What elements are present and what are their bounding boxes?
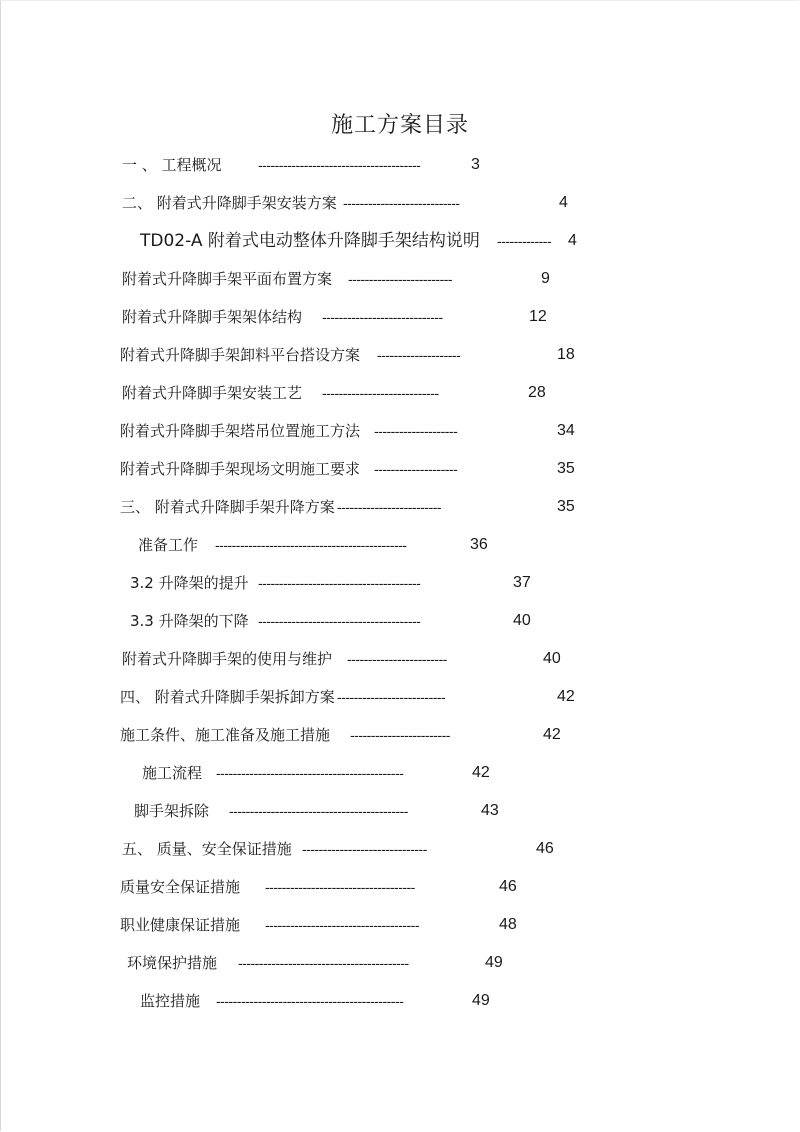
- toc-entry: [0, 759, 800, 787]
- toc-entry: [0, 379, 800, 407]
- toc-entry-page-number: 43: [481, 802, 499, 819]
- toc-entry-leader: -----------------------------: [322, 309, 443, 325]
- toc-entry-label: 准备工作: [138, 536, 199, 554]
- toc-entry-label: 3.3 升降架的下降: [130, 612, 249, 630]
- toc-entry: [0, 987, 800, 1015]
- toc-entry-label: 附着式升降脚手架安装工艺: [122, 384, 303, 402]
- toc-entry-leader: --------------------: [374, 461, 458, 477]
- toc-entry: [0, 417, 800, 445]
- toc-entry-label: 附着式升降脚手架塔吊位置施工方法: [120, 422, 361, 440]
- toc-entry-label: 附着式升降脚手架卸料平台搭设方案: [120, 346, 361, 364]
- toc-entry-leader: ---------------------------------------: [258, 157, 421, 173]
- toc-entry-leader: -------------------------------------: [265, 917, 419, 933]
- toc-entry-label: 附着式升降脚手架的使用与维护: [122, 650, 333, 668]
- toc-entry-label: 施工流程: [142, 764, 203, 782]
- toc-entry-page-number: 48: [499, 916, 517, 933]
- toc-entry-label: 监控措施: [140, 992, 201, 1010]
- toc-entry-leader: --------------------------: [337, 689, 446, 705]
- toc-entry-leader: ---------------------------------------------: [216, 993, 404, 1009]
- toc-entry-page-number: 42: [543, 726, 561, 743]
- toc-entry-leader: ------------------------------: [302, 841, 427, 857]
- toc-entry-page-number: 49: [485, 954, 503, 971]
- toc-entry: [0, 911, 800, 939]
- toc-entry-label: 五、 质量、安全保证措施: [122, 840, 292, 858]
- toc-entry-label: 环境保护措施: [127, 954, 218, 972]
- toc-entry: [0, 151, 800, 179]
- toc-entry-label: 职业健康保证措施: [120, 916, 241, 934]
- toc-entry-page-number: 42: [472, 764, 490, 781]
- toc-entry-label: 脚手架拆除: [134, 802, 210, 820]
- toc-entry: [0, 303, 800, 331]
- toc-entry-leader: --------------------: [377, 347, 461, 363]
- toc-entry-page-number: 42: [557, 688, 575, 705]
- toc-entry: [0, 341, 800, 369]
- toc-entry-page-number: 37: [513, 574, 531, 591]
- toc-entry-page-number: 36: [470, 536, 488, 553]
- toc-entry-page-number: 49: [472, 992, 490, 1009]
- toc-entry-label: 附着式升降脚手架现场文明施工要求: [120, 460, 361, 478]
- toc-entry-label: 施工条件、施工准备及施工措施: [120, 726, 331, 744]
- toc-entry: [0, 835, 800, 863]
- toc-entry-page-number: 40: [543, 650, 561, 667]
- toc-entry: [0, 721, 800, 749]
- toc-entry-leader: ------------------------: [350, 727, 450, 743]
- toc-entry: [0, 607, 800, 635]
- toc-entry-leader: --------------------: [374, 423, 458, 439]
- toc-entry-page-number: 46: [499, 878, 517, 895]
- toc-entry-leader: ---------------------------------------: [258, 613, 421, 629]
- toc-entry-leader: ----------------------------------------------: [215, 537, 407, 553]
- toc-entry-leader: ----------------------------: [343, 195, 460, 211]
- toc-entry-page-number: 46: [536, 840, 554, 857]
- toc-entry-leader: ----------------------------: [322, 385, 439, 401]
- toc-entry-leader: ------------------------: [347, 651, 447, 667]
- toc-entry-page-number: 4: [559, 194, 568, 211]
- toc-entry-page-number: 40: [513, 612, 531, 629]
- toc-entry: [0, 265, 800, 293]
- toc-entry-label: 四、 附着式升降脚手架拆卸方案: [120, 688, 335, 706]
- toc-entry-leader: -------------------------: [348, 271, 453, 287]
- toc-entry: [0, 873, 800, 901]
- toc-entry-page-number: 35: [557, 460, 575, 477]
- toc-entry-label: 二、 附着式升降脚手架安装方案: [122, 194, 337, 212]
- toc-entry: [0, 645, 800, 673]
- toc-entry-label: 附着式升降脚手架架体结构: [122, 308, 303, 326]
- toc-entry: [0, 797, 800, 825]
- toc-entry-page-number: 9: [541, 270, 550, 287]
- toc-entry-label: 一 、 工程概况: [122, 156, 222, 174]
- toc-entry-label: TD02-A 附着式电动整体升降脚手架结构说明: [140, 231, 480, 251]
- toc-entry-leader: -------------------------------------------: [229, 803, 408, 819]
- toc-entry: [0, 949, 800, 977]
- toc-entry: [0, 683, 800, 711]
- toc-entry: [0, 531, 800, 559]
- toc-entry-leader: -------------: [497, 233, 552, 249]
- toc-entry: [0, 189, 800, 217]
- toc-entry: [0, 227, 800, 255]
- toc-entry-page-number: 3: [471, 156, 480, 173]
- toc-entry-label: 三、 附着式升降脚手架升降方案: [120, 498, 335, 516]
- toc-entry-page-number: 35: [557, 498, 575, 515]
- toc-entry-page-number: 12: [529, 308, 547, 325]
- toc-entry-label: 3.2 升降架的提升: [130, 574, 249, 592]
- toc-entry-page-number: 34: [557, 422, 575, 439]
- toc-entry-leader: ---------------------------------------------: [216, 765, 404, 781]
- toc-entry: [0, 493, 800, 521]
- toc-entry: [0, 455, 800, 483]
- document-title: 施工方案目录: [330, 113, 469, 138]
- toc-entry: [0, 569, 800, 597]
- toc-entry-leader: -----------------------------------------: [238, 955, 409, 971]
- toc-entry-leader: ------------------------------------: [265, 879, 415, 895]
- toc-entry-leader: ---------------------------------------: [258, 575, 421, 591]
- toc-entry-label: 质量安全保证措施: [120, 878, 241, 896]
- toc-entry-label: 附着式升降脚手架平面布置方案: [122, 270, 333, 288]
- toc-entry-leader: -------------------------: [337, 499, 442, 515]
- toc-entry-page-number: 28: [528, 384, 546, 401]
- toc-entry-page-number: 18: [557, 346, 575, 363]
- toc-entry-page-number: 4: [568, 232, 577, 249]
